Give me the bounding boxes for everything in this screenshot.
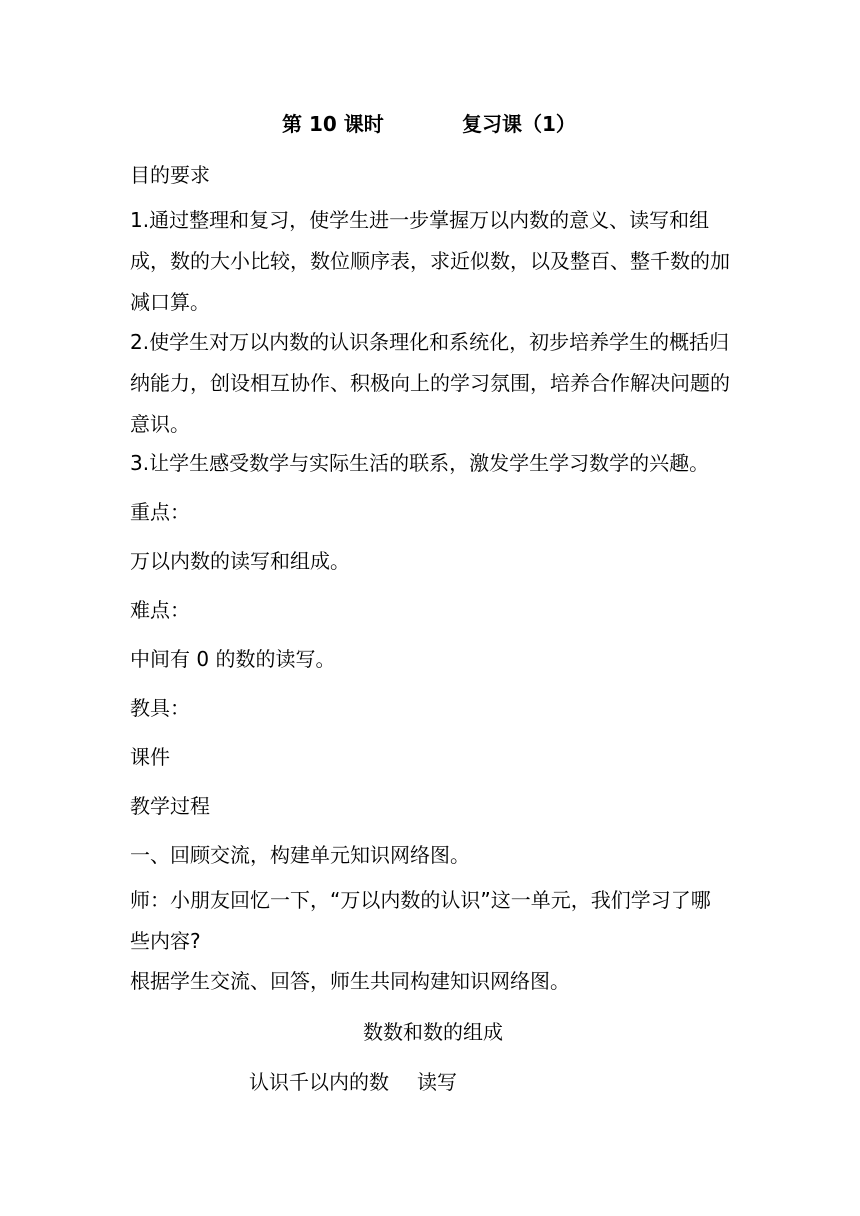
teaching-aids-text: 课件	[130, 745, 170, 769]
lesson-title	[0, 109, 860, 139]
lesson-topic: 复习课（1）	[462, 112, 576, 136]
lesson-number: 第 10 课时	[282, 112, 384, 136]
construct-instruction: 根据学生交流、回答，师生共同构建知识网络图。	[130, 969, 570, 993]
network-node-read-write: 读写	[417, 1070, 457, 1094]
network-node-counting: 数数和数的组成	[363, 1020, 503, 1044]
teacher-question: 师：小朋友回忆一下，“万以内数的认识”这一单元，我们学习了哪些内容?	[130, 888, 711, 953]
network-node-numbers-within-thousand: 认识千以内的数	[249, 1070, 389, 1094]
teaching-process-heading: 教学过程	[130, 794, 210, 818]
goal-item-2: 2.使学生对万以内数的认识条理化和系统化，初步培养学生的概括归纳能力，创设相互协作、积极向上的学习氛围，培养合作解决问题的意识。	[130, 330, 730, 436]
difficulty-text: 中间有 0 的数的读写。	[130, 647, 336, 671]
goal-item-1: 1.通过整理和复习，使学生进一步掌握万以内数的意义、读写和组成，数的大小比较，数位顺序表，求近似数，以及整百、整千数的加减口算。	[130, 208, 730, 314]
key-point-label: 重点：	[130, 500, 190, 524]
difficulty-label: 难点：	[130, 598, 190, 622]
teaching-aids-label: 教具：	[130, 696, 190, 720]
key-point-text: 万以内数的读写和组成。	[130, 549, 350, 573]
goal-item-3: 3.让学生感受数学与实际生活的联系，激发学生学习数学的兴趣。	[130, 451, 710, 475]
goals-heading: 目的要求	[130, 163, 210, 187]
step-one-heading: 一、回顾交流，构建单元知识网络图。	[130, 843, 470, 867]
